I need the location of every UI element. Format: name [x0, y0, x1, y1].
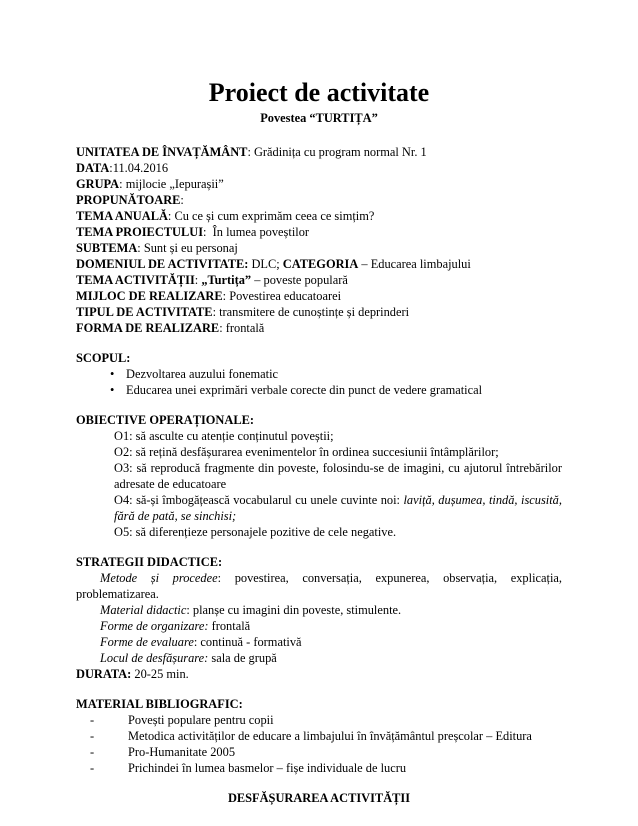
strategii-forme-organizare: Forme de organizare: frontală	[100, 619, 251, 633]
document-page	[76, 78, 562, 806]
obiective-list	[76, 428, 562, 540]
list-item: - Prichindei în lumea basmelor – fișe individuale de lucru	[128, 760, 562, 776]
meta-propunatoare: PROPUNĂTOARE:	[76, 193, 184, 207]
meta-grupa: GRUPA: mijlocie „Iepurașii”	[76, 177, 224, 191]
list-item: - Metodica activităților de educare a limbajului în învățământul preșcolar – Editura	[128, 728, 562, 744]
scopul-title: SCOPUL:	[76, 351, 131, 365]
list-item: - Povești populare pentru copii	[128, 712, 562, 728]
obiective-section	[76, 412, 562, 540]
obiectiv-o2: O2: să rețină desfășurarea evenimentelor în ordinea succesiunii întâmplărilor;	[114, 445, 499, 459]
obiectiv-o3: O3: să reproducă fragmente din poveste, folosindu-se de imagini, cu ajutorul întrebărilor adresate de educatoare	[114, 461, 562, 491]
obiectiv-o4: O4: să-și îmbogățească vocabularul cu unele cuvinte noi: laviță, dușumea, tindă, iscusită, fără de pată, se sinchisi;	[114, 493, 562, 523]
strategii-material: Material didactic: planșe cu imagini din poveste, stimulente.	[100, 603, 402, 617]
meta-block	[76, 144, 562, 336]
meta-data: DATA:11.04.2016	[76, 161, 169, 175]
document-title: Proiect de activitate	[208, 78, 430, 107]
meta-unitatea: UNITATEA DE ÎNVAȚĂMÂNT: Grădinița cu program normal Nr. 1	[76, 145, 427, 159]
meta-tema-anuala: TEMA ANUALĂ: Cu ce și cum exprimăm ceea ce simțim?	[76, 209, 375, 223]
strategii-locul: Locul de desfășurare: sala de grupă	[100, 651, 277, 665]
obiectiv-o1: O1: să asculte cu atenție conținutul poveștii;	[114, 429, 334, 443]
bibliografic-title: MATERIAL BIBLIOGRAFIC:	[76, 697, 243, 711]
scopul-section	[76, 350, 562, 398]
obiectiv-o5: O5: să diferențieze personajele pozitive de cele negative.	[114, 525, 397, 539]
strategii-title: STRATEGII DIDACTICE:	[76, 555, 223, 569]
desfasurarea-title: DESFĂȘURAREA ACTIVITĂȚII	[227, 791, 411, 805]
document-subtitle: Povestea “TURTIȚA”	[260, 111, 378, 125]
list-item: - Pro-Humanitate 2005	[128, 744, 562, 760]
scopul-list	[76, 366, 562, 398]
list-item: • Dezvoltarea auzului fonematic	[126, 366, 562, 382]
meta-domeniul: DOMENIUL DE ACTIVITATE: DLC; CATEGORIA – Educarea limbajului	[76, 257, 471, 271]
bibliografic-list	[76, 712, 562, 776]
meta-tipul: TIPUL DE ACTIVITATE: transmitere de cunoștințe și deprinderi	[76, 305, 410, 319]
bibliografic-section	[76, 696, 562, 776]
list-item: • Educarea unei exprimări verbale corecte din punct de vedere gramatical	[126, 382, 562, 398]
obiective-title: OBIECTIVE OPERAȚIONALE:	[76, 413, 254, 427]
meta-mijloc: MIJLOC DE REALIZARE: Povestirea educatoarei	[76, 289, 342, 303]
meta-subtema: SUBTEMA: Sunt și eu personaj	[76, 241, 238, 255]
strategii-metode: Metode și procedee: povestirea, conversația, expunerea, observația, explicația, problematizarea.	[76, 571, 562, 601]
strategii-forme-evaluare: Forme de evaluare: continuă - formativă	[100, 635, 302, 649]
meta-tema-proiectului: TEMA PROIECTULUI: În lumea poveștilor	[76, 225, 310, 239]
meta-tema-activitatii: TEMA ACTIVITĂȚII: „Turtița” – poveste populară	[76, 273, 348, 287]
meta-forma: FORMA DE REALIZARE: frontală	[76, 321, 265, 335]
strategii-section	[76, 554, 562, 682]
durata-row: DURATA: 20-25 min.	[76, 667, 189, 681]
